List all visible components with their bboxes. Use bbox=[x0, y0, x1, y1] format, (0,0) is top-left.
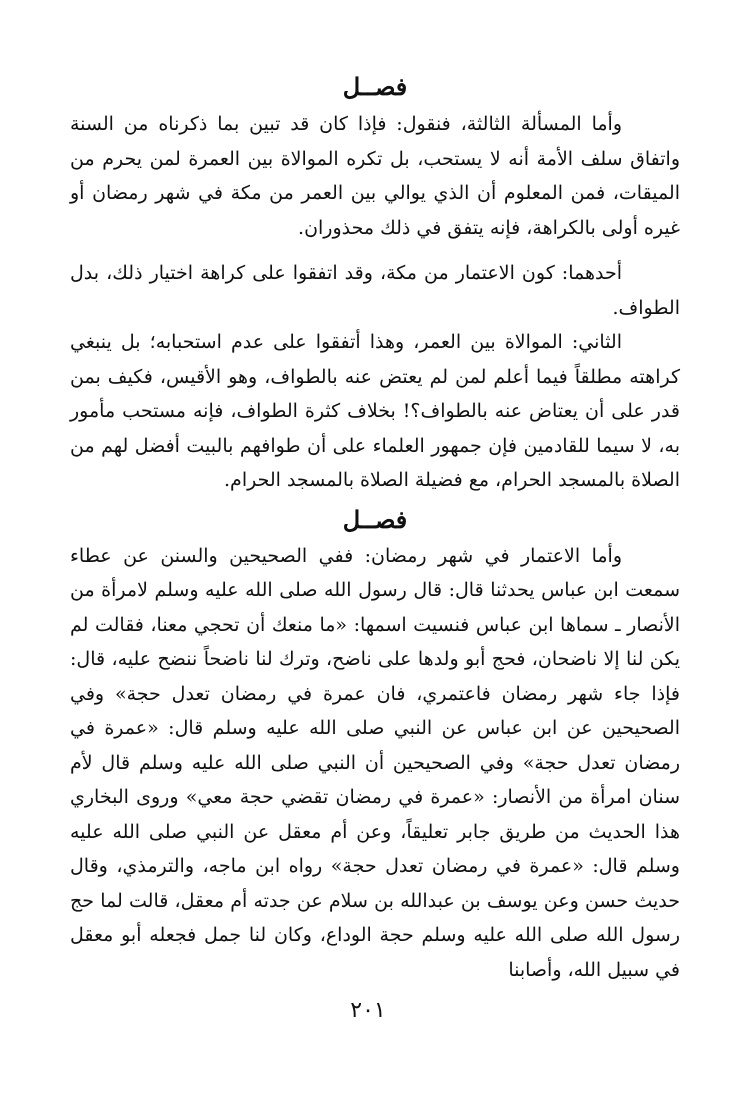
paragraph-third-issue: وأما المسألة الثالثة، فنقول: فإذا كان قد تبين بما ذكرناه من السنة واتفاق سلف الأمة أنه لا يستحب، بل تكره الموالاة بين العمرة لمن يحرم من الميقات، فمن المعلوم أن الذي يوالي بين العمر من مكة في شهر رمضان أو غيره أولى بالكراهة، فإنه يتفق في ذلك محذوران. bbox=[70, 113, 680, 239]
section-heading-2: فصــل bbox=[342, 504, 408, 534]
paragraph-first-concern: أحدهما: كون الاعتمار من مكة، وقد اتفقوا على كراهة اختيار ذلك، بدل الطواف. bbox=[70, 262, 680, 319]
paragraph-ramadan-umrah: وأما الاعتمار في شهر رمضان: ففي الصحيحين والسنن عن عطاء سمعت ابن عباس يحدثنا قال: قال رسول الله صلى الله عليه وسلم لامرأة من الأنصار ـ سماها ابن عباس فنسيت اسمها: «ما منعك أن تحجي معنا، فقالت لم يكن لنا إلا ناضحان، فحج أبو ولدها على ناضح، وترك لنا ناضحاً ننضح عليه، قال: فإذا جاء شهر رمضان فاعتمري، فان عمرة في رمضان تعدل حجة» وفي الصحيحين عن ابن عباس عن النبي صلى الله عليه وسلم قال: «عمرة في رمضان تعدل حجة» وفي الصحيحين أن النبي صلى الله عليه وسلم قال لأم سنان امرأة من الأنصار: «عمرة في رمضان تقضي حجة معي» وروى البخاري هذا الحديث من طريق جابر تعليقاً، وعن أم معقل عن النبي صلى الله عليه وسلم قال: «عمرة في رمضان تعدل حجة» رواه ابن ماجه، والترمذي، وقال حديث حسن وعن يوسف بن عبدالله بن سلام عن جدته أم معقل، قالت لما حج رسول الله صلى الله عليه وسلم حجة الوداع، وكان لنا جمل فجعله أبو معقل في سبيل الله، وأصابنا bbox=[70, 544, 680, 981]
section-heading-1: فصــل bbox=[342, 72, 408, 101]
page-body bbox=[70, 72, 680, 987]
page-number: ٢٠١ bbox=[350, 998, 386, 1023]
paragraph-second-concern: الثاني: الموالاة بين العمر، وهذا أتفقوا على عدم استحبابه؛ بل ينبغي كراهته مطلقاً فيما أعلم لمن لم يعتض عنه بالطواف، وهو الأقيس، فكيف بمن قدر على أن يعتاض عنه بالطواف؟! بخلاف كثرة الطواف، فإنه مستحب مأمور به، لا سيما للقادمين فإن جمهور العلماء على أن طوافهم بالبيت أفضل لهم من الصلاة بالمسجد الحرام، مع فضيلة الصلاة بالمسجد الحرام. bbox=[70, 331, 680, 491]
